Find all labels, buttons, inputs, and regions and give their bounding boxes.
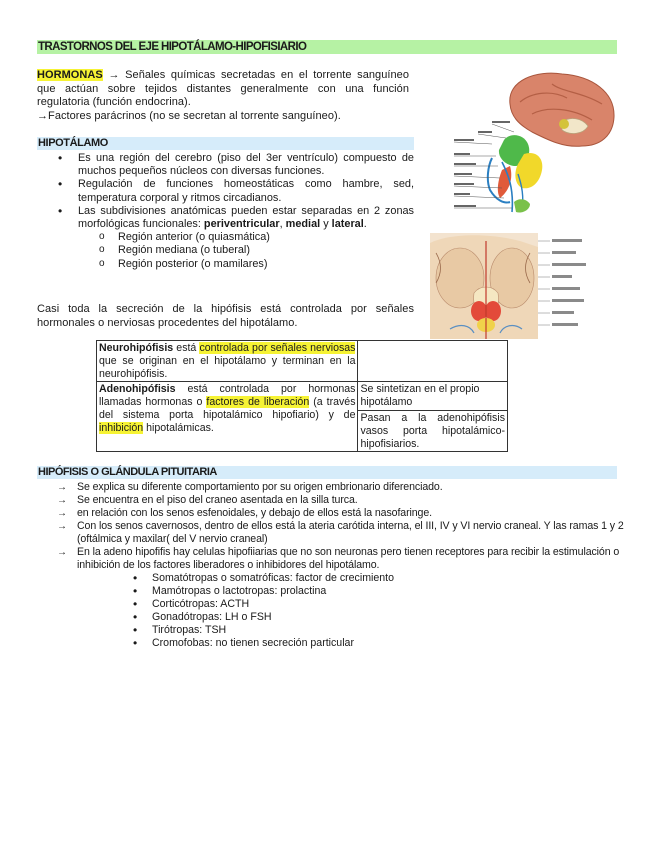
hipotalamo-heading-bar <box>37 137 414 150</box>
bullet3-text: Las subdivisiones anatómicas pueden estar separadas en 2 zonas morfológicas funcionales: <box>78 204 414 231</box>
period: . <box>363 218 367 231</box>
page-title: TRASTORNOS DEL EJE HIPOTÁLAMO-HIPOFISIARIO <box>38 41 307 53</box>
highlight: inhibición <box>99 421 144 434</box>
list-item: • Regulación de funciones homeostáticas como hambre, sed, temperatura corporal y ritmos circadianos. <box>37 178 414 204</box>
cell-text: hipotalámicas. <box>143 421 214 434</box>
table-cell-right-top: Se sintetizan en el propio hipotálamo <box>358 382 508 411</box>
cell-type-item: • Somatótropas o somatróficas: factor de crecimiento <box>37 572 627 585</box>
adenohipofisis-term: Adenohipófisis <box>99 383 176 396</box>
brain-hypothalamus-figure <box>452 62 622 227</box>
cell-type-item: • Corticótropas: ACTH <box>37 598 627 611</box>
hipofisis-list <box>37 481 627 649</box>
hipofisis-heading: HIPÓFISIS O GLÁNDULA PITUITARIA <box>38 466 217 478</box>
list-item: → En la adeno hipofifis hay celulas hipofiiarias que no son neuronas pero tienen receptores para recibir la estimulación o inhibición de los factores liberadores o inhibidores del hipotálamo. <box>37 546 627 572</box>
list-item <box>37 205 414 231</box>
cell-type-item: • Tirótropas: TSH <box>37 624 627 637</box>
cell-text: está <box>173 342 200 354</box>
highlight: factores de liberación <box>206 396 310 409</box>
hipotalamo-closing: Casi toda la secreción de la hipófisis está controlada por señales hormonales o nerviosas procedentes del hipotálamo. <box>37 303 414 329</box>
hipotalamo-heading: HIPOTÁLAMO <box>38 137 108 149</box>
control-table <box>96 340 508 452</box>
list-item: • Es una región del cerebro (piso del 3er ventrículo) compuesto de muchos pequeños núcleos con diversas funciones. <box>37 152 414 178</box>
hormonas-line2: →Factores parácrinos (no se secretan al torrente sanguíneo). <box>37 109 341 122</box>
cell-text: que se originan en el hipotálamo y terminan en la neurohipófisis. <box>99 354 356 380</box>
table-cell-neuro <box>97 341 358 382</box>
list-item: → Se encuentra en el piso del craneo asentada en la silla turca. <box>37 494 627 507</box>
hipotalamo-list <box>37 152 414 271</box>
separator: , <box>279 218 286 231</box>
list-item: → Se explica su diferente comportamiento por su origen embrionario diferenciado. <box>37 481 627 494</box>
zone-lateral: lateral <box>331 218 364 231</box>
table-cell-right-bottom: Pasan a la adenohipófisis vasos porta hipotalámico-hipofisiarios. <box>358 410 508 451</box>
hipofisis-heading-bar <box>37 466 617 479</box>
cell-text: (a través del sistema porta hipotalámico hipofiario) y de <box>99 396 356 421</box>
subitem: o Región anterior (o quiasmática) <box>37 231 414 244</box>
hormonas-paragraph <box>37 69 409 123</box>
cell-text: está controlada por hormonas llamadas hormonas o <box>99 383 356 409</box>
subitem: o Región mediana (o tuberal) <box>37 244 414 257</box>
subitem: o Región posterior (o mamilares) <box>37 258 414 271</box>
list-item: → en relación con los senos esfenoidales, y debajo de ellos está la nasofaringe. <box>37 507 627 520</box>
neurohipofisis-term: Neurohipófisis <box>99 342 174 354</box>
highlight: controlada por señales nerviosas <box>199 342 356 354</box>
list-item: → Con los senos cavernosos, dentro de ellos está la ateria carótida interna, el III, IV y VI nervio craneal. Y las ramas 1 y 2 (oftálmica y maxilar( del V nervio craneal) <box>37 520 627 546</box>
cell-type-item: • Mamótropas o lactotropas: prolactina <box>37 585 627 598</box>
table-cell-adeno <box>97 382 358 452</box>
cell-type-item: • Gonadótropas: LH o FSH <box>37 611 627 624</box>
table-cell-empty <box>358 341 508 382</box>
separator: y <box>320 218 332 231</box>
cell-type-item: • Cromofobas: no tienen secreción particular <box>37 637 627 650</box>
pituitary-section-figure <box>430 233 617 339</box>
zone-periventricular: periventricular <box>203 218 280 231</box>
hormonas-text: Señales químicas secretadas en el torrente sanguíneo que actúan sobre tejidos distantes generalmente con una función regulatoria (función endocrina). <box>37 69 409 108</box>
title-bar <box>37 40 617 54</box>
arrow: → <box>108 69 120 81</box>
hormonas-term: HORMONAS <box>37 69 103 81</box>
zone-medial: medial <box>285 218 321 231</box>
